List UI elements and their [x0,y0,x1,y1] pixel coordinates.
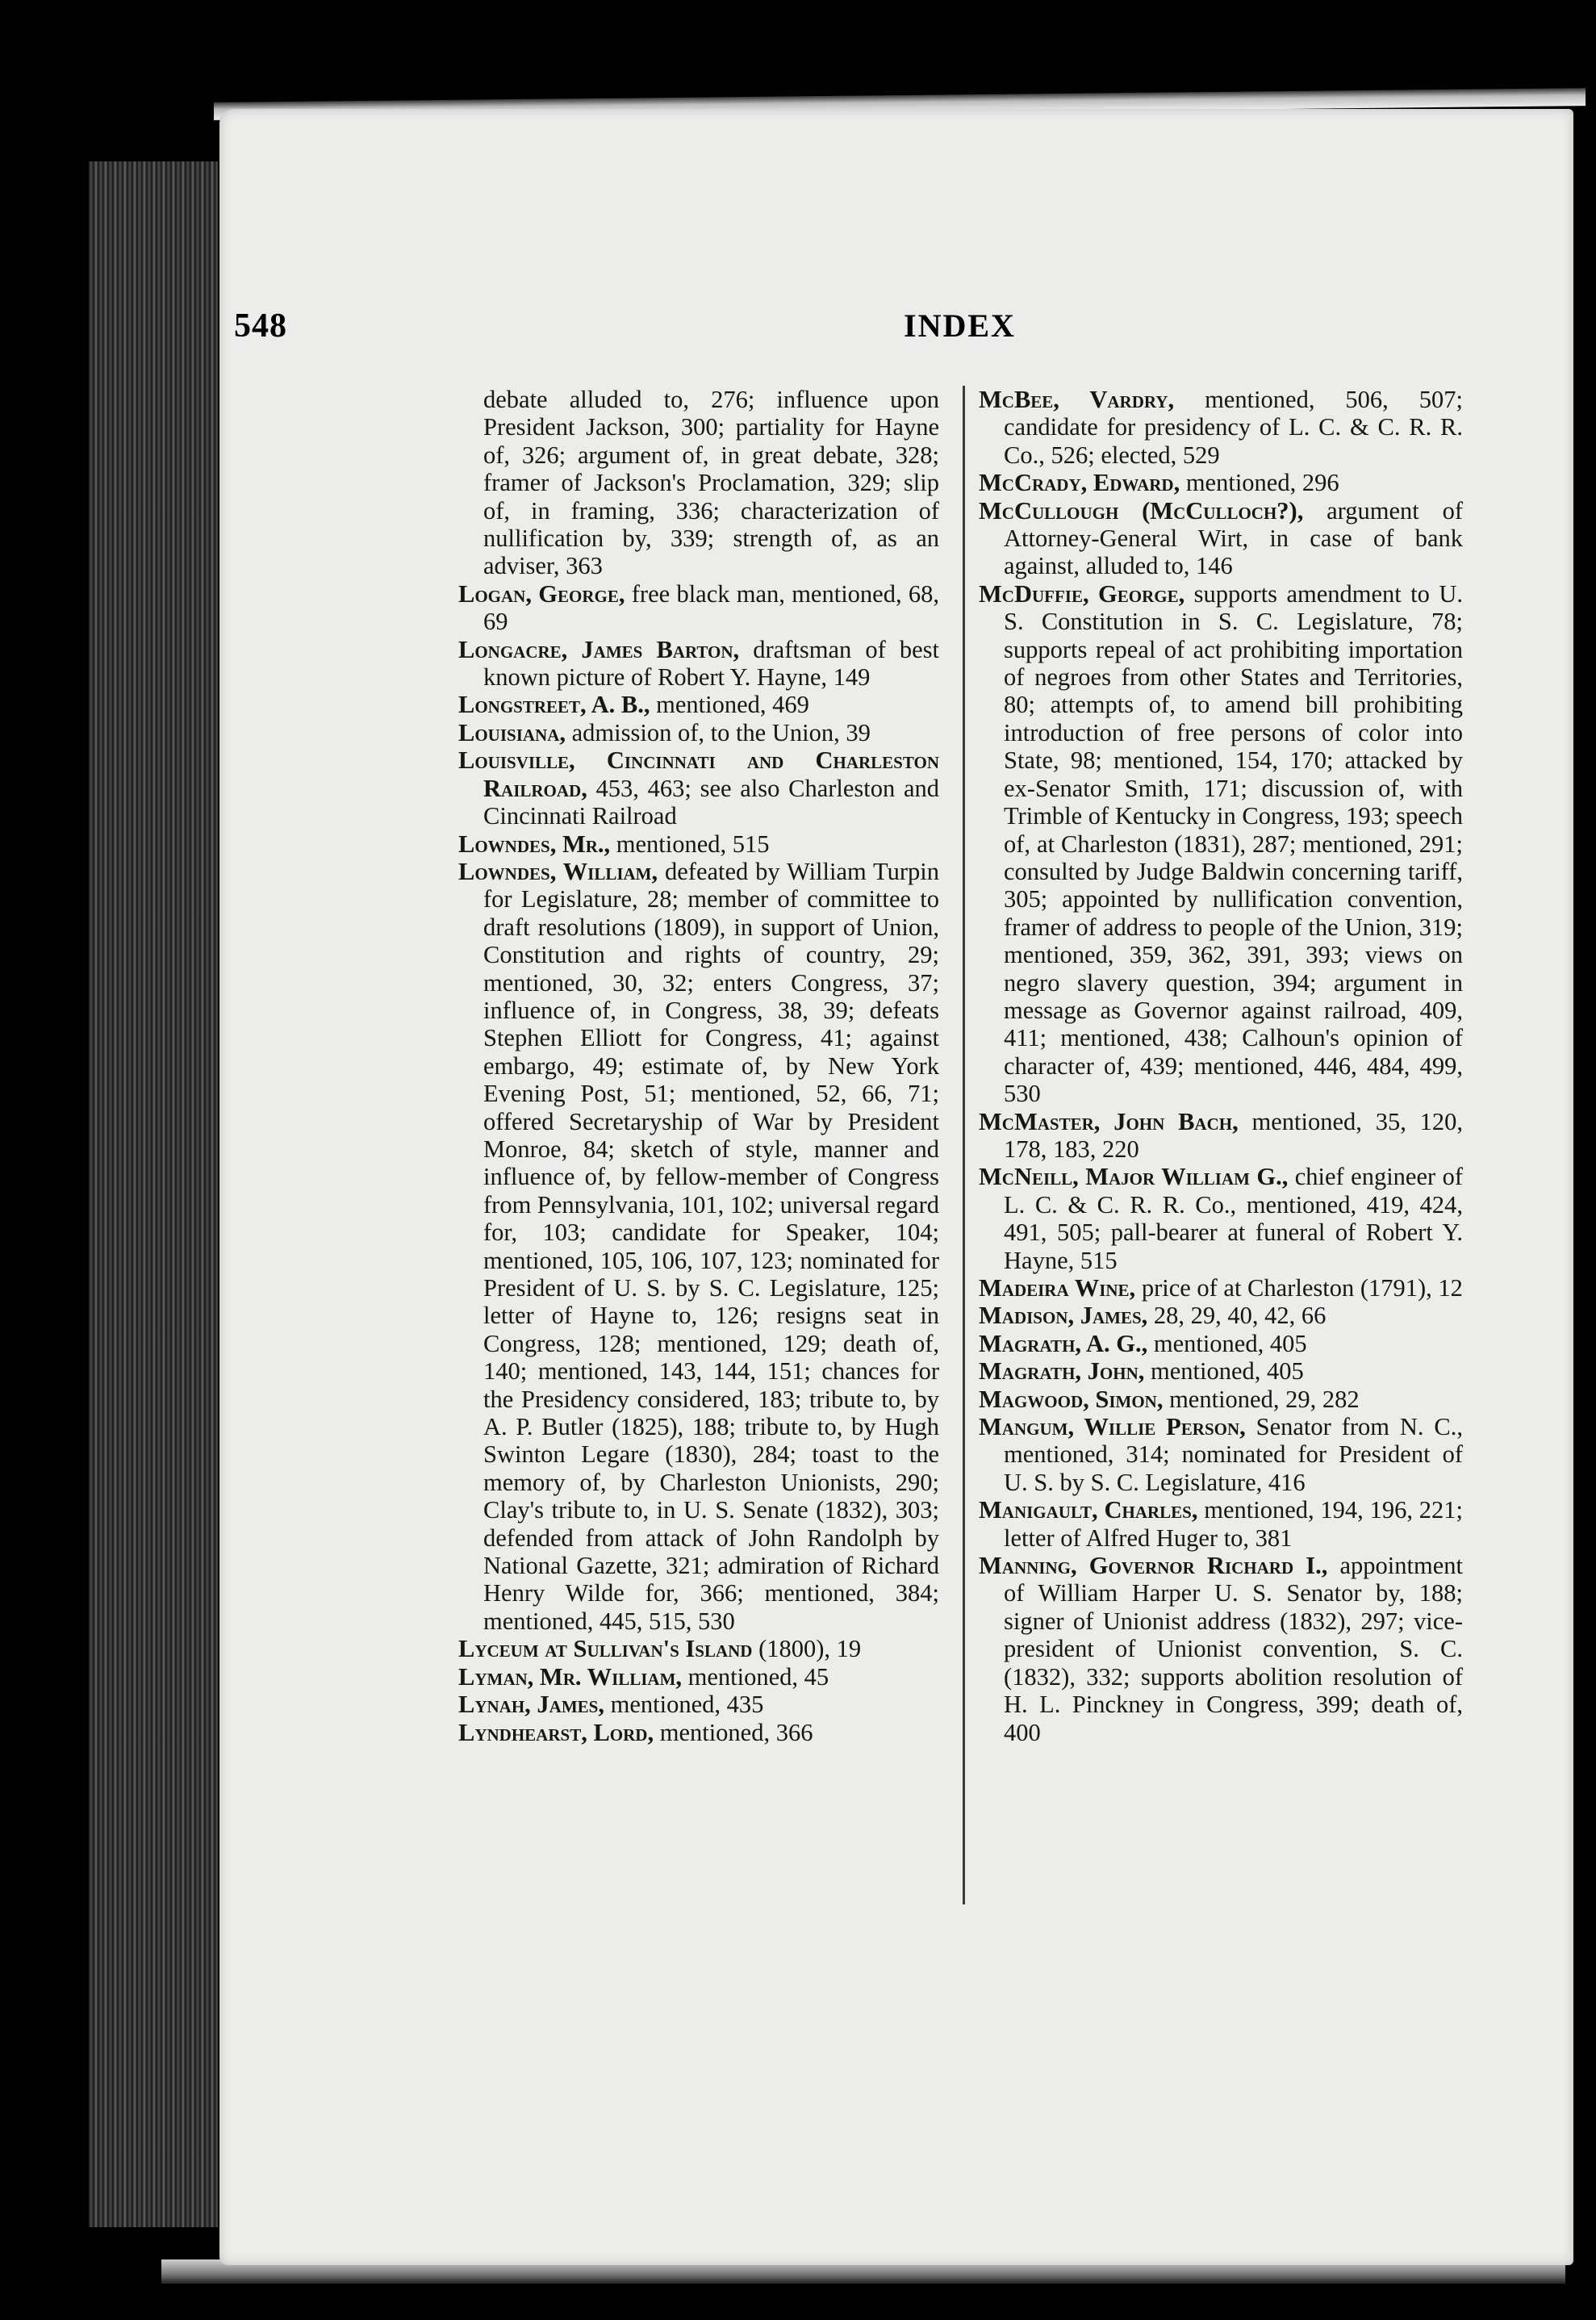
book-spine-edge [89,161,218,2227]
index-entry-heading: Lowndes, William, [458,857,658,885]
index-entry [458,830,939,858]
index-entry [979,1302,1463,1329]
index-entry [979,1163,1463,1274]
index-entry-text: mentioned, 405 [1144,1357,1304,1386]
index-entry-text: mentioned, 45 [682,1662,829,1691]
index-entry-heading: Lyceum at Sullivan's Island [458,1635,753,1663]
index-entry [458,1719,939,1746]
index-entry [979,469,1463,496]
index-entry-text: debate alluded to, 276; influence upon President Jackson, 300; partiality for Hayne of, 326; argument of, in great debate, 328; framer of Jackson's Proclamation, 329; slip of, in framing, 336; characterization of nullification by, 339; strength of, as an adviser, 363 [483,386,939,580]
index-entry [979,386,1463,469]
index-entry-text: draftsman of best known picture of Robert Y. Hayne, 149 [483,635,939,692]
index-entry-text: mentioned, 35, 120, 178, 183, 220 [1004,1107,1463,1163]
index-entry-heading: Lyman, Mr. William, [458,1662,683,1691]
page-number: 548 [234,307,287,345]
index-entry-text: supports amendment to U. S. Constitution in S. C. Legislature, 78; supports repeal of act prohibiting importation of negroes from other States and Territories, 80; attempts of, to amend bill prohibiting introduction of free persons of color into State, 98; mentioned, 154, 170; attacked by ex-Senator Smith, 171; discussion of, with Trimble of Kentucky in Congress, 193; speech of, at Charleston (1831), 287; mentioned, 291; consulted by Judge Baldwin concerning tariff, 305; appointed by nullification convention, framer of address to people of the Union, 319; mentioned, 359, 362, 391, 393; views on negro slavery question, 394; argument in message as Governor against railroad, 409, 411; mentioned, 438; Calhoun's opinion of character of, 439; mentioned, 446, 484, 499, 530 [1004,579,1463,1108]
index-entry-heading: Manning, Governor Richard I., [979,1552,1328,1580]
index-entry-text: appointment of William Harper U. S. Senator by, 188; signer of Unionist address (1832), 297; vice-president of Unionist convention, S. C. (1832), 332; supports abolition resolution of H. L. Pinckney in Congress, 399; death of, 400 [1004,1552,1463,1746]
index-entry-text: mentioned, 366 [654,1718,813,1746]
index-entry-heading: Mangum, Willie Person, [979,1413,1246,1441]
index-column-right [979,386,1463,1746]
index-entry-text: chief engineer of L. C. & C. R. R. Co., mentioned, 419, 424, 491, 505; pall-bearer at funeral of Robert Y. Hayne, 515 [1004,1163,1463,1274]
index-entry-text: Senator from N. C., mentioned, 314; nominated for President of U. S. by S. C. Legislature, 416 [1004,1413,1463,1496]
index-entry-heading: McCullough (McCulloch?), [979,496,1304,525]
index-entry-text: mentioned, 506, 507; candidate for presidency of L. C. & C. R. R. Co., 526; elected, 529 [1004,386,1463,469]
index-entry [458,1635,939,1662]
index-entry-text: 28, 29, 40, 42, 66 [1147,1302,1327,1330]
index-entry [979,580,1463,1108]
index-entry-heading: McMaster, John Bach, [979,1107,1239,1135]
index-entry-heading: McCrady, Edward, [979,469,1180,497]
index-entry-heading: Magwood, Simon, [979,1385,1164,1413]
index-entry-heading: Lynah, James, [458,1691,604,1719]
index-entry [458,580,939,636]
index-entry [458,746,939,830]
index-entry-text: mentioned, 194, 196, 221; letter of Alfred Huger to, 381 [1004,1496,1463,1552]
index-entry [458,691,939,718]
index-entry [979,497,1463,580]
index-entry-text: admission of, to the Union, 39 [566,718,871,746]
index-entry [458,636,939,692]
index-column-left [458,386,939,1746]
index-entry-heading: Longacre, James Barton, [458,635,740,663]
index-entry [979,1330,1463,1357]
index-entry [979,1552,1463,1746]
index-entry [458,858,939,1635]
index-entry-text: free black man, mentioned, 68, 69 [483,579,939,636]
index-entry-heading: Manigault, Charles, [979,1496,1198,1524]
index-entry-heading: Louisville, Cincinnati and Charleston Railroad, [458,746,939,802]
index-entry [979,1496,1463,1552]
index-entry [458,386,939,580]
index-entry-heading: Magrath, John, [979,1357,1145,1386]
index-entry-heading: Magrath, A. G., [979,1329,1148,1357]
index-entry-heading: Louisiana, [458,718,566,746]
index-entry [458,1691,939,1718]
index-entry [979,1357,1463,1385]
index-entry-text: mentioned, 296 [1180,469,1339,497]
index-entry-text: mentioned, 405 [1147,1329,1307,1357]
index-entry [979,1413,1463,1496]
index-entry-heading: McBee, Vardry, [979,386,1175,413]
column-divider [963,386,965,1904]
index-entry-heading: McDuffie, George, [979,579,1185,608]
index-entry-text: mentioned, 469 [650,691,809,719]
index-entry [458,1663,939,1691]
index-entry-heading: Madison, James, [979,1302,1148,1330]
index-entry-text: argument of Attorney-General Wirt, in case of bank against, alluded to, 146 [1004,496,1463,580]
index-entry-heading: Madeira Wine, [979,1274,1136,1302]
index-entry-heading: McNeill, Major William G., [979,1163,1289,1191]
page-title: INDEX [904,307,1016,344]
index-entry-text: mentioned, 515 [610,830,770,858]
index-entry [979,1386,1463,1413]
index-entry-text: defeated by William Turpin for Legislature, 28; member of committee to draft resolutions (1809), in support of Union, Constitution and rights of country, 29; mentioned, 30, 32; enters Congress, 37; influence of, in Congress, 38, 39; defeats Stephen Elliott for Congress, 41; against embargo, 49; estimate of, by New York Evening Post, 51; mentioned, 52, 66, 71; offered Secretaryship of War by President Monroe, 84; sketch of style, manner and influence of, by fellow-member of Congress from Pennsylvania, 101, 102; universal regard for, 103; candidate for Speaker, 104; mentioned, 105, 106, 107, 123; nominated for President of U. S. by S. C. Legislature, 125; letter of Hayne to, 126; resigns seat in Congress, 128; mentioned, 129; death of, 140; mentioned, 143, 144, 151; chances for the Presidency considered, 183; tribute to, by A. P. Butler (1825), 188; tribute to, by Hugh Swinton Legare (1830), 284; toast to the memory of, by Charleston Unionists, 290; Clay's tribute to, in U. S. Senate (1832), 303; defended from attack of John Randolph by National Gazette, 321; admiration of Richard Henry Wilde for, 366; mentioned, 384; mentioned, 445, 515, 530 [483,857,939,1635]
index-entry-heading: Logan, George, [458,579,625,608]
index-entry-text: 453, 463; see also Charleston and Cincinnati Railroad [483,774,939,830]
index-entry-text: mentioned, 435 [604,1691,764,1719]
index-entry-heading: Lowndes, Mr., [458,830,611,858]
index-entry [458,719,939,746]
index-entry [979,1108,1463,1164]
index-entry-heading: Lyndhearst, Lord, [458,1718,654,1746]
index-entry-text: price of at Charleston (1791), 12 [1135,1274,1463,1302]
index-entry-text: (1800), 19 [752,1635,862,1663]
index-entry-heading: Longstreet, A. B., [458,691,650,719]
index-entry [979,1274,1463,1302]
index-entry-text: mentioned, 29, 282 [1163,1385,1360,1413]
